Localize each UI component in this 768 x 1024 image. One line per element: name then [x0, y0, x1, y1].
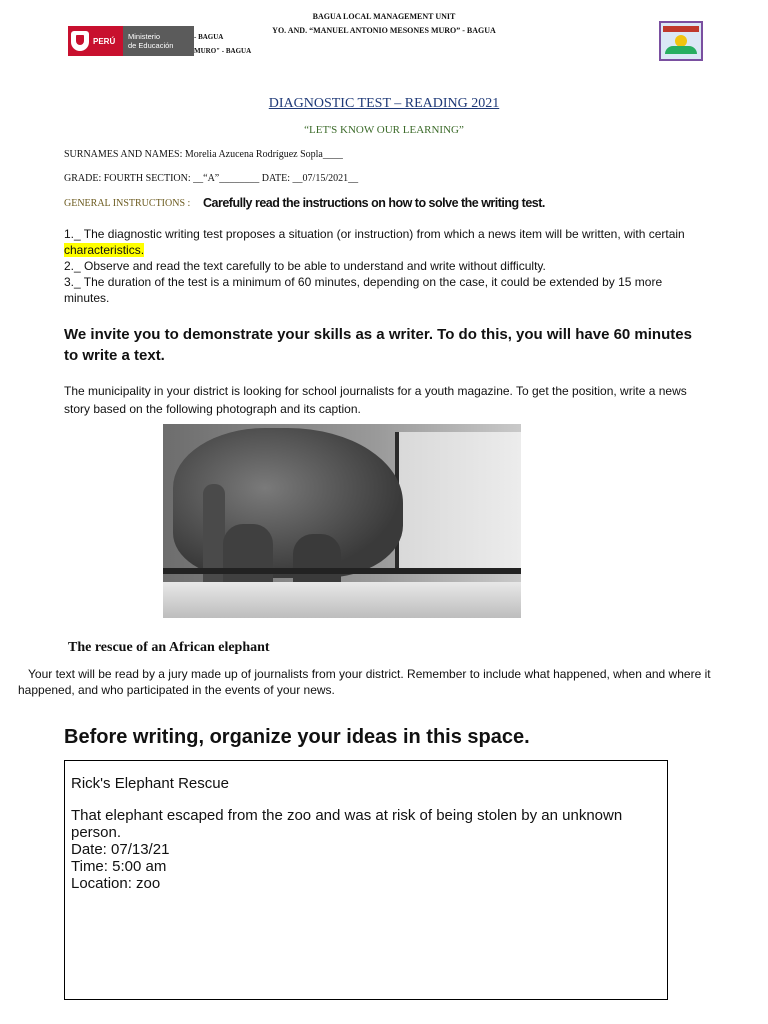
- invite-heading: We invite you to demonstrate your skills as a writer. To do this, you will have 60 minutes to write a text.: [64, 326, 692, 364]
- logo-side-text: - BAGUA MURO" - BAGUA: [194, 33, 252, 55]
- before-writing-heading: Before writing, organize your ideas in this space.: [64, 726, 530, 748]
- page-subtitle: “LET'S KNOW OUR LEARNING”: [304, 124, 464, 136]
- instructions-list: [64, 226, 694, 306]
- ideas-location: Location: zoo: [71, 875, 161, 892]
- instruction-item-1: 1._ The diagnostic writing test proposes a situation (or instruction) from which a news item will be written, with certain characteristics.: [64, 227, 685, 257]
- page-title: DIAGNOSTIC TEST – READING 2021: [268, 96, 500, 111]
- unit-heading: BAGUA LOCAL MANAGEMENT UNIT: [312, 12, 456, 21]
- ideas-date: Date: 07/13/21: [71, 841, 170, 858]
- instruction-item-2: 2._ Observe and read the text carefully to be able to understand and write without difficulty.: [64, 259, 546, 273]
- student-name-line: SURNAMES AND NAMES: Morelia Azucena Rodríguez Sopla____: [64, 149, 343, 160]
- ideas-title: Rick's Elephant Rescue: [71, 775, 229, 792]
- grade-date-line: GRADE: FOURTH SECTION: __“A”________ DATE: __07/15/2021__: [64, 173, 359, 184]
- elephant-photo: [163, 424, 521, 618]
- instructions-label: GENERAL INSTRUCTIONS :: [64, 198, 191, 209]
- instruction-item-3: 3._ The duration of the test is a minimum of 60 minutes, depending on the case, it could be extended by 15 more minutes.: [64, 275, 663, 305]
- ideas-body: That elephant escaped from the zoo and was at risk of being stolen by an unknown person.: [71, 807, 623, 841]
- ideas-text-box[interactable]: [64, 760, 668, 1000]
- instructions-text: Carefully read the instructions on how to solve the writing test.: [203, 196, 545, 210]
- school-heading: YO. AND. “MANUEL ANTONIO MESONES MURO” - BAGUA: [272, 26, 496, 35]
- highlighted-word: characteristics.: [64, 243, 145, 257]
- prompt-paragraph: The municipality in your district is looking for school journalists for a youth magazine. To get the position, write a news story based on the following photograph and its caption.: [64, 384, 687, 416]
- school-logo: [659, 21, 703, 61]
- photo-caption: The rescue of an African elephant: [68, 640, 270, 655]
- jury-paragraph: Your text will be read by a jury made up of journalists from your district. Remember to include what happened, when and where it happened, and who participated in the events of your news.: [18, 667, 711, 697]
- ideas-time: Time: 5:00 am: [71, 858, 167, 875]
- peru-label: PERÚ: [93, 36, 116, 46]
- ministry-label: Ministerio de Educación: [123, 26, 194, 56]
